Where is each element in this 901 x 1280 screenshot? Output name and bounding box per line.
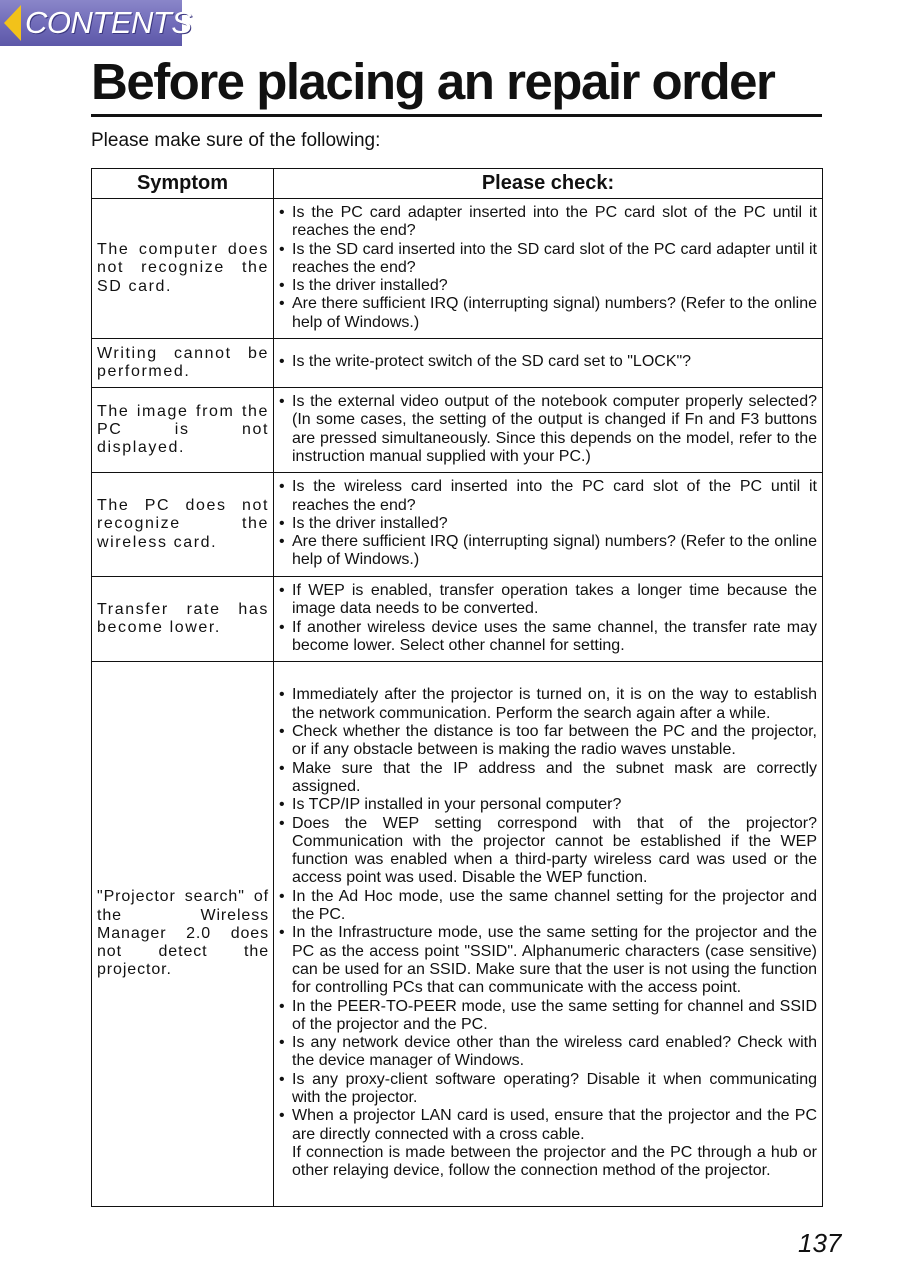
- check-item: • Is the external video output of the notebook computer properly selected? (In some cases, the setting of the output is changed if Fn and F3 buttons are pressed simultaneously. Since this depends on the model, refer to the instruction manual supplied with your PC.): [279, 392, 817, 465]
- symptom-column-header: Symptom: [92, 169, 274, 199]
- check-item: • Is the driver installed?: [279, 514, 448, 532]
- check-item: • Check whether the distance is too far between the PC and the projector, or if any obstacle between is making the radio waves unstable.: [279, 723, 817, 759]
- intro-text: Please make sure of the following:: [91, 130, 381, 151]
- check-column-header: Please check:: [274, 169, 823, 199]
- contents-nav-button[interactable]: [0, 0, 192, 46]
- check-cell: [274, 577, 823, 662]
- check-item: • Is any proxy-client software operating? Disable it when communicating with the projector.: [279, 1070, 817, 1107]
- check-item: • Are there sufficient IRQ (interrupting signal) numbers? (Refer to the online help of Windows.): [279, 533, 817, 569]
- bullet-icon: •: [279, 295, 285, 313]
- table-row: [92, 388, 823, 473]
- check-item: • In the Ad Hoc mode, use the same channel setting for the projector and the PC.: [279, 887, 817, 924]
- check-item: • In the Infrastructure mode, use the same setting for the projector and the PC as the access point "SSID". Alphanumeric characters (case sensitive) can be used for an SSID. Make sure that the user is not using the function for controlling PCs that can communicate with the access point.: [279, 924, 817, 997]
- table-header-row: [92, 169, 823, 199]
- check-item: • Is any network device other than the wireless card enabled? Check with the device manager of Windows.: [279, 1034, 817, 1070]
- page-title: Before placing an repair order: [91, 53, 775, 110]
- check-item: • Is the driver installed?: [279, 277, 448, 295]
- check-item-continuation: If connection is made between the projector and the PC through a hub or other relaying device, follow the connection method of the projector.: [292, 1143, 817, 1180]
- symptom-cell: The computer does not recognize the SD card.: [92, 199, 274, 339]
- symptom-cell: Writing cannot be performed.: [92, 339, 274, 388]
- check-item: • If WEP is enabled, transfer operation takes a longer time because the image data needs to be converted.: [279, 581, 817, 618]
- contents-label: CONTENTS: [25, 5, 192, 40]
- check-item: • Are there sufficient IRQ (interrupting signal) numbers? (Refer to the online help of Windows.): [279, 295, 817, 331]
- bullet-icon: •: [279, 796, 285, 814]
- bullet-icon: •: [279, 686, 285, 704]
- troubleshooting-table: [91, 168, 823, 1207]
- bullet-icon: •: [279, 814, 285, 832]
- bullet-icon: •: [279, 924, 285, 942]
- check-item: • Is TCP/IP installed in your personal computer?: [279, 796, 622, 814]
- page-number: 137: [798, 1228, 842, 1258]
- check-cell: [274, 473, 823, 577]
- title-rule: [91, 114, 822, 117]
- symptom-cell: The PC does not recognize the wireless card.: [92, 473, 274, 577]
- check-item: • In the PEER-TO-PEER mode, use the same setting for channel and SSID of the projector and the PC.: [279, 997, 817, 1033]
- check-cell: [274, 339, 823, 388]
- bullet-icon: •: [279, 353, 285, 371]
- table-row: [92, 473, 823, 577]
- check-item: • Does the WEP setting correspond with that of the projector? Communication with the projector cannot be established if the WEP function was enabled when a third-party wireless card was used or the access point was used. Disable the WEP function.: [279, 814, 817, 887]
- check-item: • Is the wireless card inserted into the PC card slot of the PC until it reaches the end?: [279, 478, 817, 514]
- check-item: • If another wireless device uses the same channel, the transfer rate may become lower. Select other channel for setting.: [279, 618, 817, 654]
- bullet-icon: •: [279, 240, 285, 258]
- bullet-icon: •: [279, 514, 285, 532]
- check-item: • Is the SD card inserted into the SD card slot of the PC card adapter until it reaches the end?: [279, 240, 817, 276]
- bullet-icon: •: [279, 581, 285, 599]
- check-cell: [274, 388, 823, 473]
- bullet-icon: •: [279, 1034, 285, 1052]
- bullet-icon: •: [279, 1070, 285, 1088]
- table-row: [92, 577, 823, 662]
- bullet-icon: •: [279, 759, 285, 777]
- bullet-icon: •: [279, 533, 285, 551]
- check-cell: [274, 199, 823, 339]
- table-row: [92, 662, 823, 1207]
- bullet-icon: •: [279, 277, 285, 295]
- check-cell: [274, 662, 823, 1207]
- bullet-icon: •: [279, 203, 285, 221]
- check-item: • Make sure that the IP address and the subnet mask are correctly assigned.: [279, 759, 817, 795]
- symptom-cell: The image from the PC is not displayed.: [92, 388, 274, 473]
- bullet-icon: •: [279, 1107, 285, 1125]
- check-item: • Is the PC card adapter inserted into the PC card slot of the PC until it reaches the end?: [279, 203, 817, 240]
- bullet-icon: •: [279, 997, 285, 1015]
- check-item: • Immediately after the projector is turned on, it is on the way to establish the network communication. Perform the search again after a while.: [279, 686, 817, 722]
- check-item: • When a projector LAN card is used, ensure that the projector and the PC are directly connected with a cross cable.: [279, 1107, 817, 1143]
- table-row: [92, 199, 823, 339]
- symptom-cell: "Projector search" of the Wireless Manager 2.0 does not detect the projector.: [92, 662, 274, 1207]
- bullet-icon: •: [279, 887, 285, 905]
- bullet-icon: •: [279, 478, 285, 496]
- bullet-icon: •: [279, 618, 285, 636]
- check-item: • Is the write-protect switch of the SD card set to "LOCK"?: [279, 353, 692, 371]
- symptom-cell: Transfer rate has become lower.: [92, 577, 274, 662]
- bullet-icon: •: [279, 392, 285, 410]
- table-row: [92, 339, 823, 388]
- back-arrow-icon: [4, 5, 21, 41]
- bullet-icon: •: [279, 723, 285, 741]
